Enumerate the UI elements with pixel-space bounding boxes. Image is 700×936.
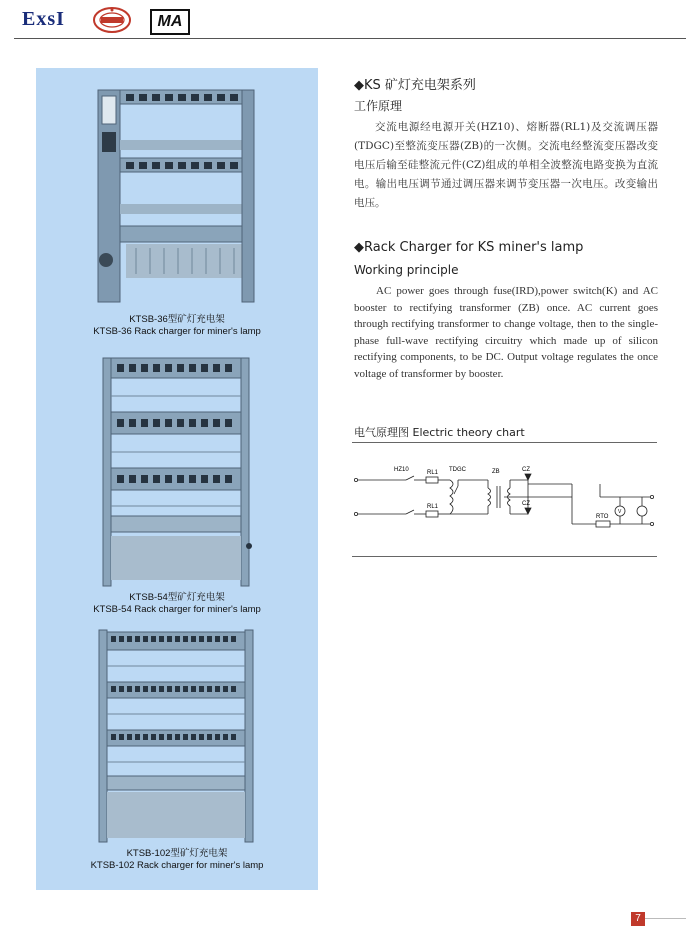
- tdgc-coil: [450, 480, 453, 514]
- paragraph-cn: 交流电源经电源开关(HZ10)、熔断器(RL1)及交流调压器(TDGC)至整流变压器(ZB)的一次侧。交流电经整流变压器改变电压后输至硅整流元件(CZ)组成的单相全波整流电路变换为直流电。输出电压调节通过调压器来调节变压器一次电压。改变输出电压。: [354, 121, 658, 209]
- label-cz-top: CZ: [522, 467, 530, 473]
- caption-cn: KTSB-36型矿灯充电架: [129, 314, 225, 325]
- ktsb-36-image: [92, 86, 262, 314]
- section-title-cn: ◆KS 矿灯充电架系列: [354, 78, 476, 93]
- label-rl1-top: RL1: [427, 470, 439, 476]
- terminal-top-in: [354, 478, 357, 481]
- product-ktsb-36: [36, 86, 318, 338]
- resistor-rto: [596, 521, 610, 527]
- section-subtitle-cn: 工作原理: [354, 99, 403, 113]
- fuse-rl1-bottom: [426, 511, 438, 517]
- diode-cz-bottom: [525, 508, 531, 514]
- product-panel: [36, 68, 318, 890]
- label-cz-bottom: CZ: [522, 501, 530, 507]
- product-ktsb-102: [36, 626, 318, 872]
- chart-title: 电气原理图 Electric theory chart: [354, 426, 525, 439]
- section-subtitle-en: Working principle: [354, 263, 459, 277]
- terminal-bottom-in: [354, 512, 357, 515]
- product-ktsb-54: [36, 356, 318, 616]
- label-hz10: HZ10: [394, 467, 409, 473]
- page-number: 7: [631, 912, 645, 926]
- chart-top-rule: [352, 442, 657, 443]
- circuit-diagram: [350, 458, 660, 546]
- zb-primary: [488, 488, 491, 506]
- label-tdgc: TDGC: [449, 467, 466, 473]
- paragraph-en: AC power goes through fuse(IRD),power switch(K) and AC booster to rectifying transformer (ZB) once. AC current goes through rectifying transformer to change voltage, then to the single-phase full-wave rectifying circuitry which made up of silicon rectifying components, to be DC. Output voltage regulates the once voltage of transformer by booster.: [354, 285, 658, 380]
- ktsb-102-image: [95, 626, 259, 848]
- label-rl1-bottom: RL1: [427, 504, 439, 510]
- header-divider: [14, 38, 686, 39]
- page-header: [0, 0, 700, 40]
- section-title-en: ◆Rack Charger for KS miner's lamp: [354, 240, 584, 255]
- fuse-rl1-top: [426, 477, 438, 483]
- caption-en: KTSB-102 Rack charger for miner's lamp: [90, 860, 264, 871]
- footer-rule: [645, 918, 686, 919]
- caption-cn: KTSB-102型矿灯充电架: [126, 848, 228, 859]
- chart-bottom-rule: [352, 556, 657, 557]
- label-v: V: [618, 509, 622, 515]
- exsi-logo: ExsI: [22, 8, 65, 30]
- switch-hz10-top: [406, 476, 414, 480]
- label-zb: ZB: [492, 469, 500, 475]
- ma-mark-logo: MA: [150, 9, 190, 35]
- caption-cn: KTSB-54型矿灯充电架: [129, 592, 225, 603]
- diode-cz-top: [525, 474, 531, 480]
- label-rto: RTO: [596, 514, 609, 520]
- terminal-out-neg: [650, 522, 653, 525]
- caption-en: KTSB-36 Rack charger for miner's lamp: [93, 326, 261, 337]
- lamp-load: [637, 506, 647, 516]
- ktsb-54-image: [99, 356, 255, 592]
- terminal-out-pos: [650, 495, 653, 498]
- caption-en: KTSB-54 Rack charger for miner's lamp: [93, 604, 261, 615]
- seal-logo-icon: [92, 6, 132, 34]
- switch-hz10-bottom: [406, 510, 414, 514]
